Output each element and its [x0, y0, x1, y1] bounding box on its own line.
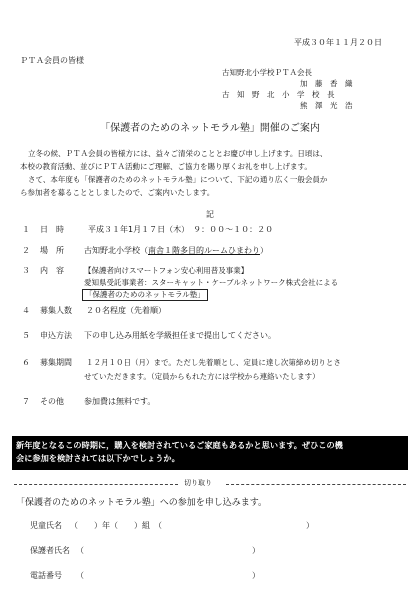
paragraph-1-line-2: 本校の教育活動、並びにＰＴＡ活動にご理解、ご協力を賜り厚くお礼を申し上げます。	[20, 162, 312, 171]
item-7-label: その他	[40, 397, 64, 406]
item-3-number: ３	[22, 266, 30, 275]
item-4-value: ２０名程度（先着順）	[86, 306, 166, 315]
sender-pta-chair-title: 古知野北小学校ＰＴＡ会長	[222, 68, 312, 77]
item-2-value-suffix: ）	[260, 246, 268, 255]
item-3-label: 内 容	[40, 266, 64, 275]
item-4-number: ４	[22, 306, 30, 315]
child-name-fields[interactable]: （ ）年（ ）組 （ ）	[70, 521, 314, 530]
item-2-value-prefix: 古知野北小学校（	[84, 246, 148, 255]
page-title: 「保護者のためのネットモラル塾」開催のご案内	[100, 123, 320, 134]
paragraph-1-line-1: 立冬の候、ＰＴＡ会員の皆様方には、益々ご清栄のこととお慶び申し上げます。日頃は、	[28, 149, 328, 158]
sender-pta-chair-name: 加 藤 香 織	[300, 79, 353, 88]
ki-heading: 記	[206, 210, 214, 219]
notice-banner	[12, 436, 408, 470]
item-2-room: 南舎１階多目的ルームひまわり	[148, 246, 260, 255]
form-intro: 「保護者のためのネットモラル塾」への参加を申し込みます。	[16, 498, 268, 508]
item-7-number: ７	[22, 397, 30, 406]
item-4-label: 募集人数	[40, 306, 72, 315]
phone-number-label: 電話番号	[30, 571, 62, 580]
item-6-line-2: せていただきます。（定員からもれた方には学校から連絡いたします）	[84, 372, 320, 381]
item-1-value: 平成３１年1月１７日（木） ９：００～１０：２０	[88, 225, 274, 234]
item-7-value: 参加費は無料です。	[84, 397, 156, 406]
paragraph-2-line-2: ら参加者を募ることとしましたので、ご案内いたします。	[20, 188, 215, 197]
item-3-line-2: 愛知県受託事業者：スターキャット・ケーブルネットワーク株式会社による	[84, 278, 339, 287]
cut-line-right	[226, 484, 406, 485]
item-2-number: ２	[22, 246, 30, 255]
guardian-name-label: 保護者氏名	[30, 546, 70, 555]
item-5-label: 申込方法	[40, 331, 72, 340]
sender-principal-name: 熊 澤 光 浩	[300, 101, 353, 110]
child-name-label: 児童氏名	[30, 521, 62, 530]
item-6-number: ６	[22, 358, 30, 367]
notice-banner-line-2: 会に参加を検討されては以下かでしょうか。	[16, 453, 180, 463]
item-1-label: 日 時	[40, 225, 64, 234]
recipient: ＰＴＡ会員の皆様	[20, 56, 84, 65]
phone-number-field[interactable]: （ ）	[76, 571, 260, 580]
document-date: 平成３０年１１月２０日	[294, 38, 382, 47]
item-2-label: 場 所	[40, 246, 64, 255]
item-1-number: １	[22, 225, 30, 234]
sender-principal-title: 古 知 野 北 小 学 校 長	[222, 90, 335, 99]
item-5-number: ５	[22, 331, 30, 340]
cut-line-left	[14, 484, 178, 485]
paragraph-2-line-1: さて、本年度も「保護者のためのネットモラル塾」について、下記の通り広く一般会員か	[28, 175, 328, 184]
item-6-line-1: １２月１０日（月）まで。ただし先着順とし、定員に達し次第締め切りとさ	[86, 358, 341, 367]
item-3-program-name: 「保護者のためのネットモラル塾」	[82, 289, 208, 301]
item-6-label: 募集期間	[40, 358, 72, 367]
item-5-value: 下の申し込み用紙を学級担任まで提出してください。	[84, 331, 276, 340]
guardian-name-field[interactable]: （ ）	[76, 546, 260, 555]
cut-line-label: 切り取り	[184, 479, 212, 487]
notice-banner-line-1: 新年度となるこの時期に，購入を検討されているご家庭もあるかと思います。ぜひこの機	[16, 440, 343, 450]
item-2-value	[84, 246, 268, 256]
item-3-line-1: 【保護者向けスマートフォン安心利用普及事業】	[84, 266, 249, 275]
